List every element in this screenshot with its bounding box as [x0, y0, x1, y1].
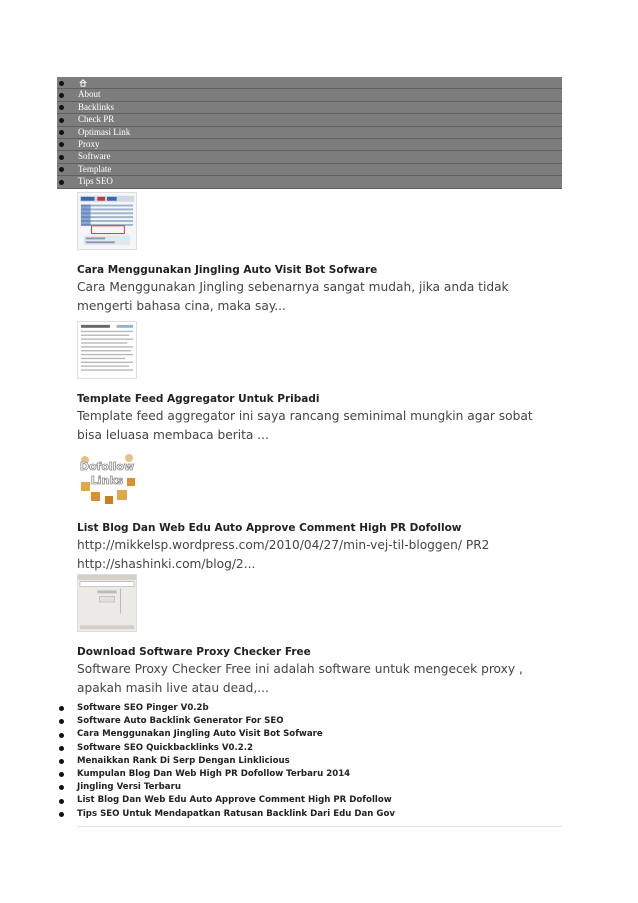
list-item-link[interactable]: List Blog Dan Web Edu Auto Approve Comment High PR Dofollow	[77, 795, 392, 806]
nav-item-tips-seo[interactable]	[57, 176, 562, 188]
bullet-icon	[59, 772, 64, 777]
bullet-icon	[59, 142, 64, 147]
bullet-icon	[59, 799, 64, 804]
post-title[interactable]: List Blog Dan Web Edu Auto Approve Comment High PR Dofollow	[77, 522, 462, 534]
post-item	[77, 574, 557, 698]
post-thumbnail[interactable]	[77, 321, 137, 379]
list-item[interactable]	[57, 781, 562, 794]
list-item-link[interactable]: Software Auto Backlink Generator For SEO	[77, 716, 284, 727]
home-icon[interactable]	[79, 79, 87, 87]
nav-item-label[interactable]: Tips SEO	[78, 176, 113, 187]
bullet-icon	[59, 759, 64, 764]
nav-item-label[interactable]: Proxy	[78, 138, 100, 149]
post-thumbnail[interactable]	[77, 192, 137, 250]
bullet-icon	[59, 105, 64, 110]
list-item-link[interactable]: Jingling Versi Terbaru	[77, 782, 181, 793]
nav-item-label[interactable]: Template	[78, 163, 112, 174]
bullet-icon	[59, 93, 64, 98]
post-excerpt: http://mikkelsp.wordpress.com/2010/04/27/min-vej-til-bloggen/ PR2 http://shashinki.com/blog/2...	[77, 538, 490, 571]
top-navigation	[57, 77, 562, 189]
bullet-icon	[59, 733, 64, 738]
nav-item-label[interactable]: Check PR	[78, 114, 115, 125]
recent-posts-list	[57, 702, 562, 821]
list-item-link[interactable]: Software SEO Quickbacklinks V0.2.2	[77, 742, 253, 753]
post-title[interactable]: Cara Menggunakan Jingling Auto Visit Bot Sofware	[77, 264, 378, 276]
svg-text:Links: Links	[90, 474, 124, 487]
nav-item-optimasi-link[interactable]	[57, 127, 562, 139]
nav-item-proxy[interactable]	[57, 139, 562, 151]
post-title[interactable]: Template Feed Aggregator Untuk Pribadi	[77, 393, 320, 405]
nav-item-backlinks[interactable]	[57, 102, 562, 114]
bullet-icon	[59, 155, 64, 160]
bullet-icon	[59, 746, 64, 751]
nav-item-software[interactable]	[57, 151, 562, 163]
nav-item-template[interactable]	[57, 164, 562, 176]
list-item[interactable]	[57, 768, 562, 781]
bullet-icon	[59, 812, 64, 817]
list-item-link[interactable]: Menaikkan Rank Di Serp Dengan Linklicious	[77, 755, 290, 766]
nav-item-about[interactable]	[57, 89, 562, 101]
post-list	[77, 192, 557, 698]
list-item[interactable]	[57, 808, 562, 821]
nav-item-check-pr[interactable]	[57, 114, 562, 126]
post-title[interactable]: Download Software Proxy Checker Free	[77, 646, 311, 658]
post-item	[77, 321, 557, 448]
nav-item-label[interactable]: About	[78, 89, 101, 100]
bullet-icon	[59, 706, 64, 711]
bullet-icon	[59, 81, 64, 86]
bullet-icon	[59, 118, 64, 123]
list-item-link[interactable]: Kumpulan Blog Dan Web High PR Dofollow Terbaru 2014	[77, 768, 351, 779]
post-excerpt: Software Proxy Checker Free ini adalah software untuk mengecek proxy , apakah masih live atau dead,...	[77, 662, 523, 695]
list-item-link[interactable]: Tips SEO Untuk Mendapatkan Ratusan Backlink Dari Edu Dan Gov	[77, 808, 395, 819]
list-item[interactable]	[57, 715, 562, 728]
post-item	[77, 448, 557, 574]
bullet-icon	[59, 180, 64, 185]
bullet-icon	[59, 167, 64, 172]
nav-item-label[interactable]: Backlinks	[78, 101, 114, 112]
post-excerpt: Cara Menggunakan Jingling sebenarnya sangat mudah, jika anda tidak mengerti bahasa cina, maka say...	[77, 280, 509, 313]
thumbnail-text: Dofollow	[79, 460, 135, 473]
list-item[interactable]	[57, 702, 562, 715]
divider	[77, 826, 562, 827]
bullet-icon	[59, 719, 64, 724]
nav-item-label[interactable]: Software	[78, 151, 111, 162]
list-item[interactable]	[57, 794, 562, 807]
list-item[interactable]	[57, 755, 562, 768]
post-thumbnail[interactable]	[77, 574, 137, 632]
bullet-icon	[59, 130, 64, 135]
list-item-link[interactable]: Cara Menggunakan Jingling Auto Visit Bot Sofware	[77, 729, 323, 740]
nav-item-home[interactable]	[57, 77, 562, 89]
bullet-icon	[59, 785, 64, 790]
list-item[interactable]	[57, 742, 562, 755]
nav-item-label[interactable]: Optimasi Link	[78, 126, 131, 137]
post-excerpt: Template feed aggregator ini saya rancang seminimal mungkin agar sobat bisa leluasa membaca berita ...	[77, 409, 533, 442]
post-item	[77, 192, 557, 321]
list-item[interactable]	[57, 728, 562, 741]
post-thumbnail[interactable]	[77, 448, 137, 508]
list-item-link[interactable]: Software SEO Pinger V0.2b	[77, 703, 209, 713]
